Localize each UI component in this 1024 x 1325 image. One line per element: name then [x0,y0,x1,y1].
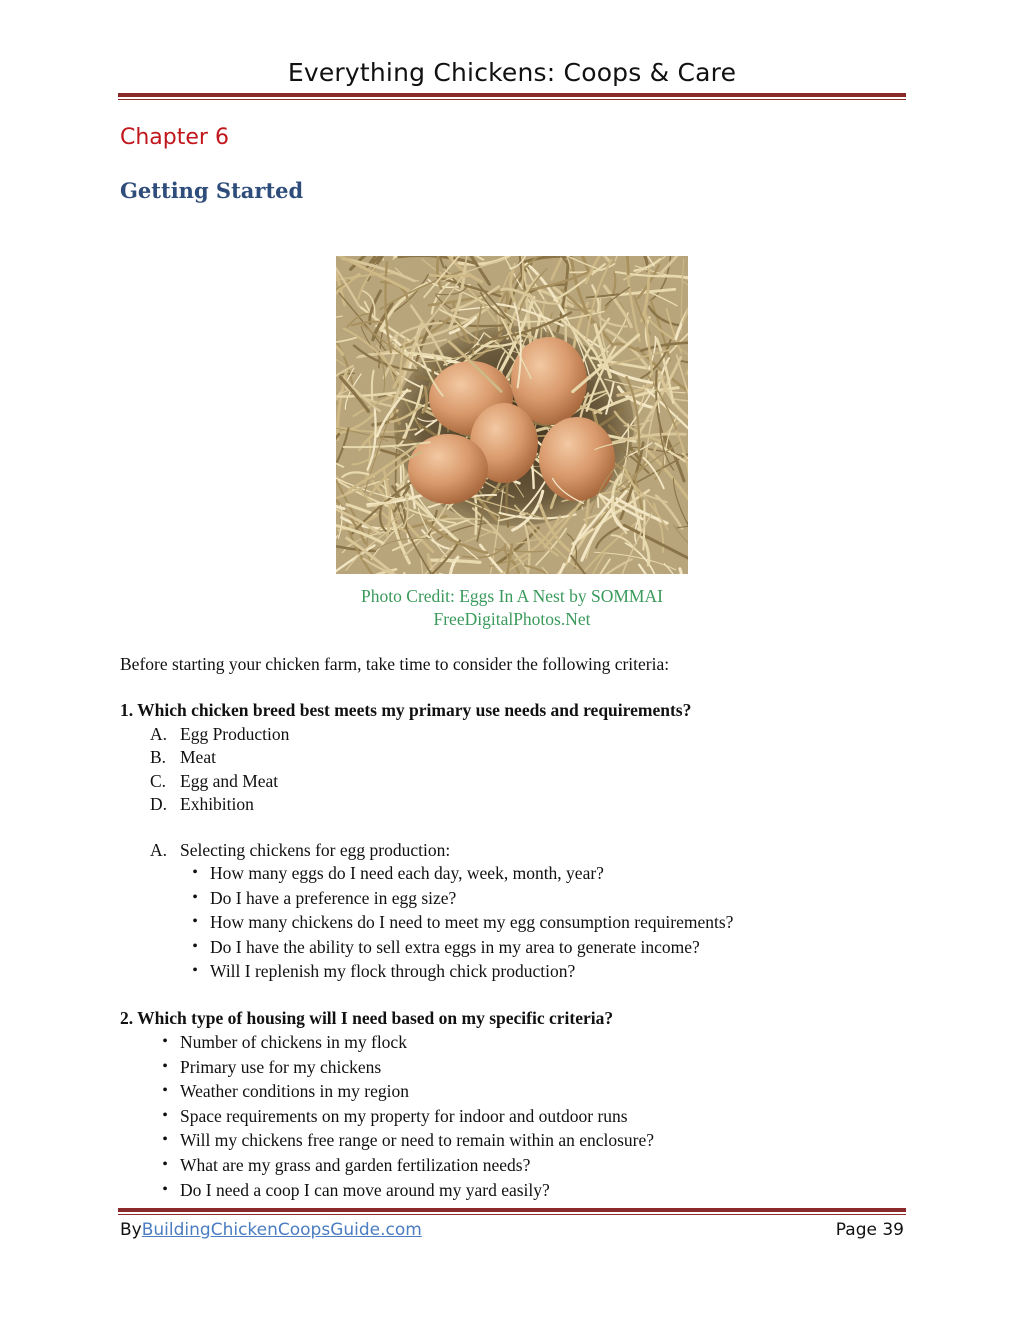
list-item: • Do I have a preference in egg size? [192,887,457,908]
footer-credit [120,1220,422,1240]
footer-by: By [120,1220,142,1240]
header-rule [118,93,906,100]
list-item: • Will I replenish my flock through chick production? [192,961,576,982]
section-title: Getting Started [120,178,304,203]
straw-strand [430,275,468,276]
list-item: • How many chickens do I need to meet my egg consumption requirements? [192,912,734,933]
caption-line-1: Photo Credit: Eggs In A Nest by SOMMAI [361,586,663,606]
list-item: C. Egg and Meat [150,770,279,791]
list-item: • Do I have the ability to sell extra eggs in my area to generate income? [192,936,700,957]
list-item: • Primary use for my chickens [162,1056,382,1077]
eggs-in-nest-photo [336,256,688,574]
straw-strand [643,501,644,550]
list-item: D. Exhibition [150,793,254,814]
list-item: • Space requirements on my property for indoor and outdoor runs [162,1105,628,1126]
list-item: B. Meat [150,747,216,768]
chapter-heading: Chapter 6 [120,125,229,150]
list-item: • What are my grass and garden fertilization needs? [162,1154,531,1175]
list-item: • Will my chickens free range or need to remain within an enclosure? [162,1130,655,1151]
question-1: 1. Which chicken breed best meets my primary use needs and requirements? [120,700,692,720]
list-item: A. Egg Production [150,724,290,744]
caption-line-2: FreeDigitalPhotos.Net [433,609,591,629]
page-number: Page 39 [835,1220,904,1240]
list-item: • Number of chickens in my flock [162,1032,407,1052]
egg-production-bullets [180,861,733,984]
header-title: Everything Chickens: Coops & Care [287,58,737,87]
question-2: 2. Which type of housing will I need based on my specific criteria? [120,1008,614,1028]
egg-production-subsection: A. Selecting chickens for egg production: [150,840,451,860]
footer-website-link[interactable]: BuildingChickenCoopsGuide.com [141,1220,422,1240]
photo-caption [0,585,1024,631]
intro-paragraph: Before starting your chicken farm, take time to consider the following criteria: [120,654,670,674]
breed-options-list [150,723,289,816]
list-item: • How many eggs do I need each day, week, month, year? [192,863,604,883]
list-item: • Weather conditions in my region [162,1081,409,1102]
list-item: • Do I need a coop I can move around my yard easily? [162,1179,550,1200]
footer-rule [118,1208,906,1215]
housing-criteria-bullets [150,1030,654,1202]
